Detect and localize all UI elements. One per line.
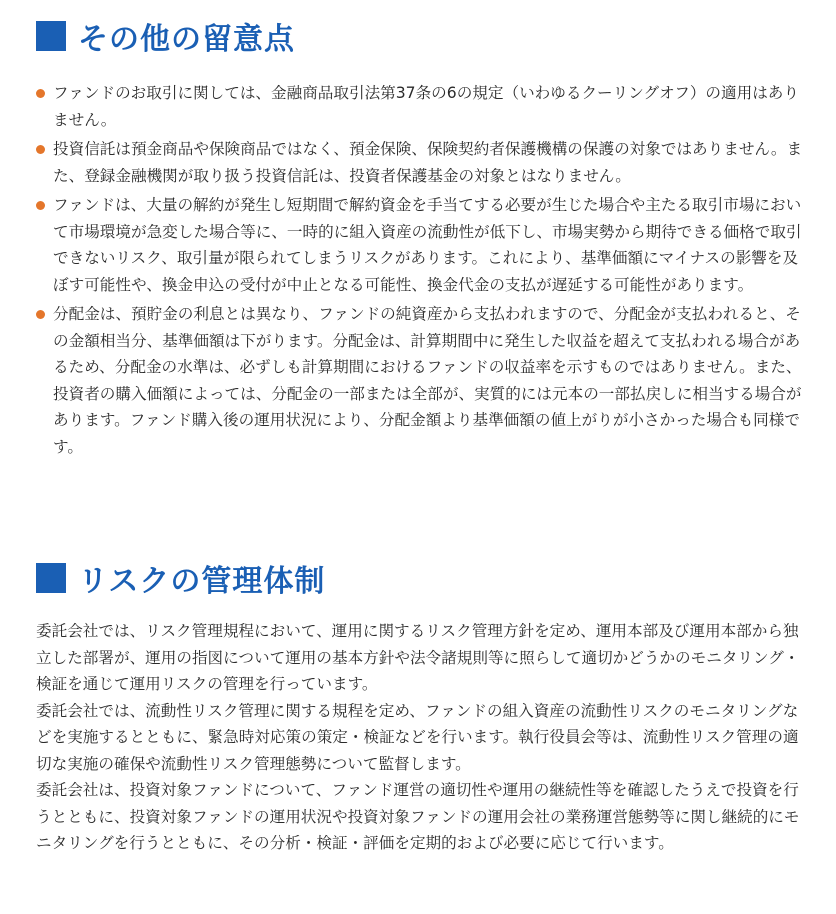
section-heading-other-notes (36, 14, 806, 58)
section-risk-management (36, 556, 806, 857)
risk-management-body (36, 618, 806, 857)
bullet-dot-icon (36, 310, 45, 319)
list-item (36, 80, 806, 133)
paragraph: 委託会社では、流動性リスク管理に関する規程を定め、ファンドの組入資産の流動性リスクのモニタリングなどを実施するとともに、緊急時対応策の策定・検証などを行います。執行役員会等は、流動性リスク管理の適切な実施の確保や流動性リスク管理態勢について監督します。 (36, 701, 799, 773)
heading-square-icon (36, 21, 66, 51)
notes-list (36, 80, 806, 460)
heading-square-icon (36, 563, 66, 593)
list-item-text: 投資信託は預金商品や保険商品ではなく、預金保険、保険契約者保護機構の保護の対象ではありません。また、登録金融機関が取り扱う投資信託は、投資者保護基金の対象とはなりません。 (53, 140, 803, 185)
paragraph: 委託会社は、投資対象ファンドについて、ファンド運営の適切性や運用の継続性等を確認したうえで投資を行うとともに、投資対象ファンドの運用状況や投資対象ファンドの運用会社の業務運営態勢等に関し継続的にモニタリングを行うとともに、その分析・検証・評価を定期的および必要に応じて行います。 (36, 781, 800, 852)
list-item (36, 301, 806, 460)
list-item-text: ファンドは、大量の解約が発生し短期間で解約資金を手当てする必要が生じた場合や主たる取引市場において市場環境が急変した場合等に、一時的に組入資産の流動性が低下し、市場実勢から期待できる価格で取引できないリスク、取引量が限られてしまうリスクがあります。これにより、基準価額にマイナスの影響を及ぼす可能性や、換金申込の受付が中止となる可能性、換金代金の支払が遅延する可能性があります。 (53, 196, 802, 294)
bullet-dot-icon (36, 201, 45, 210)
list-item (36, 192, 806, 298)
heading-text: その他の留意点 (78, 22, 295, 57)
bullet-dot-icon (36, 89, 45, 98)
heading-text: リスクの管理体制 (78, 564, 326, 599)
bullet-dot-icon (36, 145, 45, 154)
paragraph: 委託会社では、リスク管理規程において、運用に関するリスク管理方針を定め、運用本部及び運用本部から独立した部署が、運用の指図について運用の基本方針や法令諸規則等に照らして適切かどうかのモニタリング・検証を通じて運用リスクの管理を行っています。 (36, 622, 800, 693)
section-heading-risk-management (36, 556, 806, 600)
section-other-notes (36, 14, 806, 463)
list-item-text: ファンドのお取引に関しては、金融商品取引法第37条の6の規定（いわゆるクーリングオフ）の適用はありません。 (53, 84, 799, 129)
list-item-text: 分配金は、預貯金の利息とは異なり、ファンドの純資産から支払われますので、分配金が支払われると、その金額相当分、基準価額は下がります。分配金は、計算期間中に発生した収益を超えて支払われる場合があるため、分配金の水準は、必ずしも計算期間におけるファンドの収益率を示すものではありません。また、投資者の購入価額によっては、分配金の一部または全部が、実質的には元本の一部払戻しに相当する場合があります。ファンド購入後の運用状況により、分配金額より基準価額の値上がりが小さかった場合も同様です。 (53, 305, 802, 456)
list-item (36, 136, 806, 189)
